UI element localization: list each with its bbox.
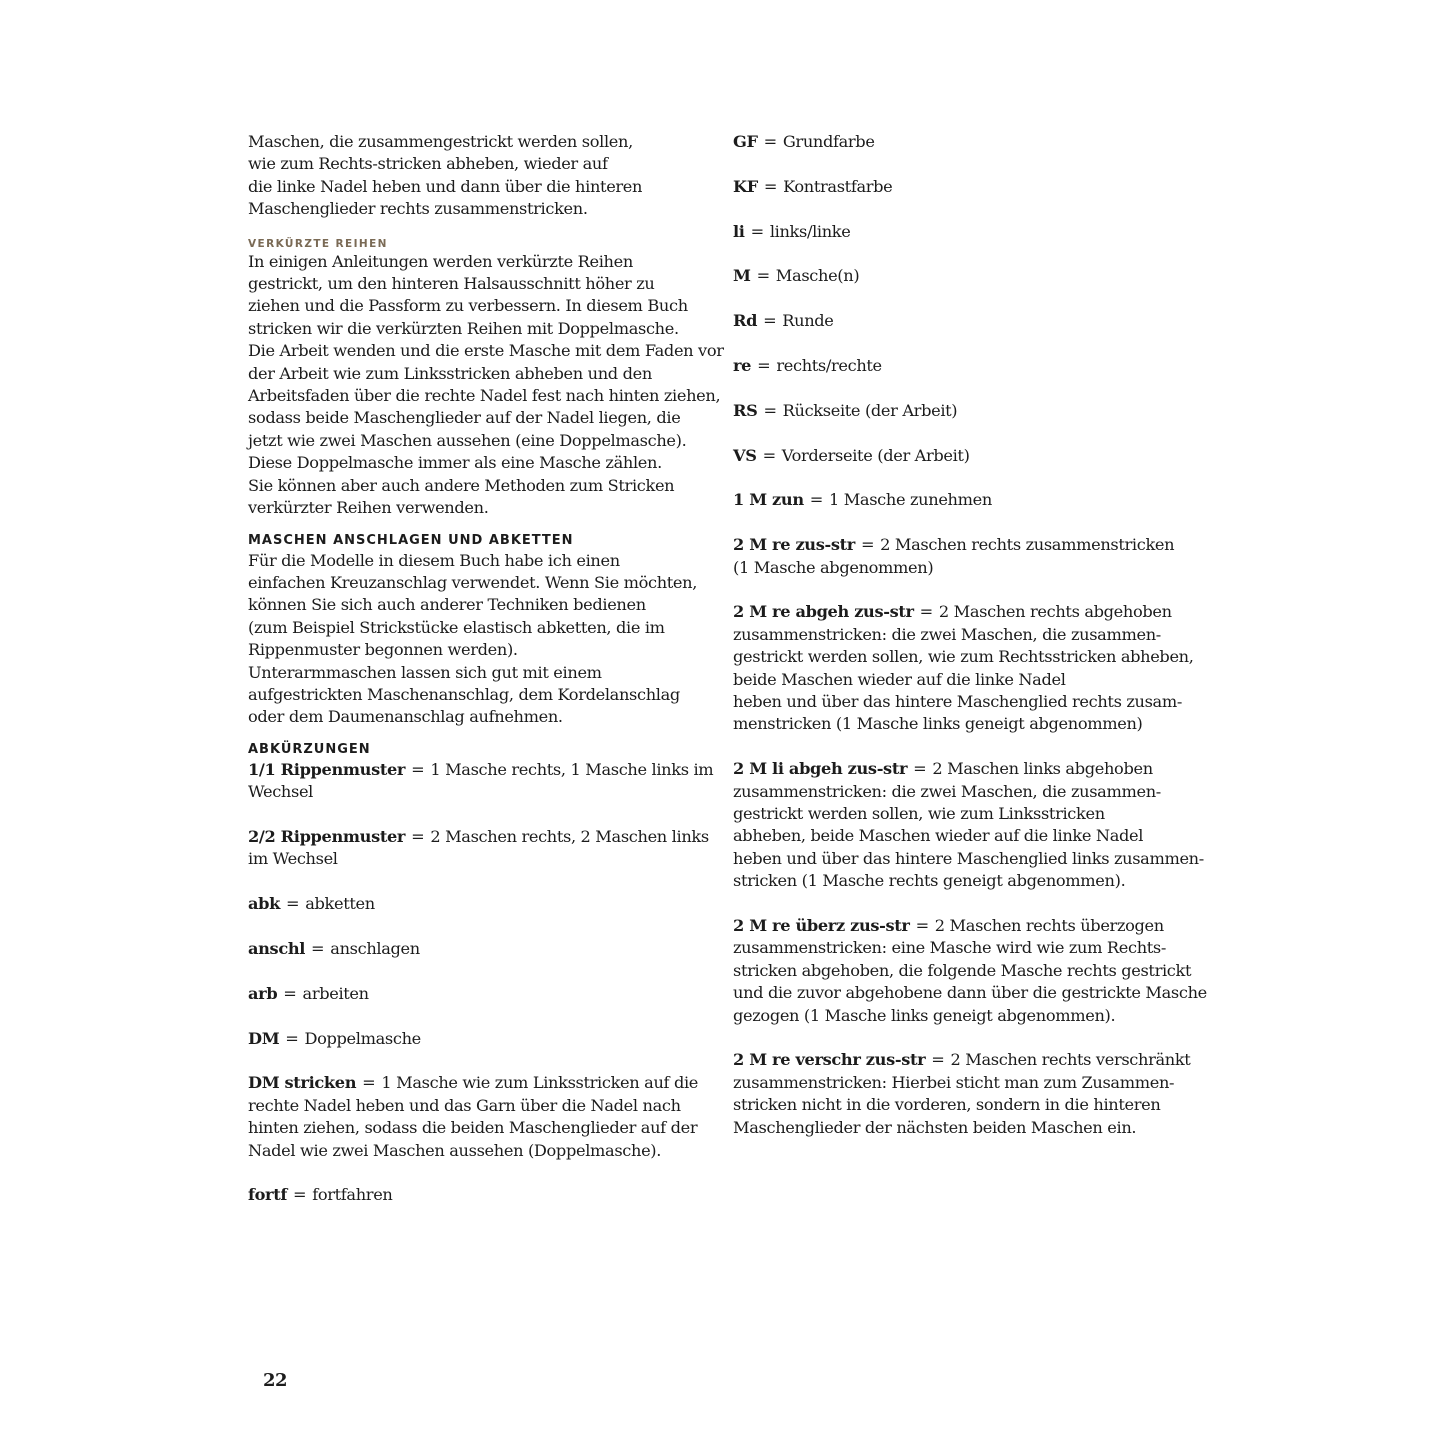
heading-short-rows: VERKÜRZTE REIHEN — [248, 237, 388, 250]
text-line — [248, 848, 708, 870]
abbreviation-definition: beide Maschen wieder auf die linke Nadel — [733, 669, 1066, 689]
abbreviation-list-right — [733, 131, 1207, 1139]
text-line — [733, 825, 1193, 847]
text-line: Für die Modelle in diesem Buch habe ich einen — [248, 550, 620, 570]
text-line: (zum Beispiel Strickstücke elastisch abketten, die im — [248, 617, 665, 637]
text-line: ziehen und die Passform zu verbessern. In diesem Buch — [248, 296, 688, 316]
heading-cast-on: MASCHEN ANSCHLAGEN UND ABKETTEN — [248, 532, 574, 548]
text-line — [733, 1049, 1193, 1071]
abbreviation-definition: hinten ziehen, sodass die beiden Maschenglieder auf der — [248, 1118, 698, 1138]
equals-sign: = — [763, 132, 777, 151]
text-line — [248, 781, 708, 803]
text-line — [733, 646, 1193, 668]
text-line: Die Arbeit wenden und die erste Masche mit dem Faden vor — [248, 341, 724, 361]
abbreviation-term: anschl — [248, 938, 306, 958]
abbreviation-entry — [248, 938, 708, 960]
equals-sign: = — [809, 490, 823, 510]
text-line — [733, 982, 1207, 1004]
abbreviation-definition: und die zuvor abgehobene dann über die gestrickte Masche — [733, 983, 1207, 1003]
text-line: die linke Nadel heben und dann über die hinteren — [248, 176, 643, 196]
text-line — [733, 131, 1193, 153]
equals-sign: = — [283, 983, 297, 1003]
abbreviation-term: 1 M zun — [733, 490, 804, 510]
abbreviation-term: KF — [733, 176, 758, 196]
equals-sign: = — [763, 311, 777, 331]
abbreviation-entry — [248, 826, 708, 871]
intro-paragraph — [248, 131, 708, 221]
abbreviation-entry — [248, 893, 708, 915]
text-line: Unterarmmaschen lassen sich gut mit einem — [248, 662, 602, 682]
abbreviation-definition: menstricken (1 Masche links geneigt abgenommen) — [733, 714, 1143, 734]
abbreviation-entry — [733, 445, 1193, 467]
abbreviation-entry — [248, 1028, 708, 1050]
abbreviation-term: re — [733, 355, 752, 375]
text-line: Diese Doppelmasche immer als eine Masche zählen. — [248, 453, 662, 473]
abbreviation-definition: anschlagen — [330, 938, 420, 958]
page-number: 22 — [263, 1370, 288, 1391]
abbreviation-definition: fortfahren — [312, 1185, 393, 1205]
equals-sign: = — [757, 355, 771, 375]
equals-sign: = — [311, 938, 325, 958]
text-line — [733, 1094, 1193, 1116]
text-line: der Arbeit wie zum Linksstricken abheben und den — [248, 363, 652, 383]
text-line — [733, 400, 1193, 422]
abbreviation-entry — [733, 310, 1193, 332]
abbreviation-definition: Vorderseite (der Arbeit) — [781, 445, 970, 465]
text-line — [733, 221, 1193, 243]
abbreviation-definition: gestrickt werden sollen, wie zum Rechtsstricken abheben, — [733, 647, 1194, 667]
abbreviation-definition: 1 Masche wie zum Linksstricken auf die — [381, 1073, 699, 1093]
abbreviation-entry — [733, 601, 1193, 735]
text-line — [733, 176, 1193, 198]
text-line — [733, 960, 1193, 982]
text-line — [733, 1072, 1193, 1094]
abbreviation-entry — [733, 131, 1193, 153]
abbreviation-definition: zusammenstricken: die zwei Maschen, die zusammen- — [733, 624, 1161, 644]
text-line — [248, 759, 714, 781]
text-line: Rippenmuster begonnen werden). — [248, 640, 518, 660]
text-line — [733, 781, 1193, 803]
text-line: Sie können aber auch andere Methoden zum Stricken — [248, 475, 675, 495]
text-line — [733, 355, 1193, 377]
text-line: oder dem Daumenanschlag aufnehmen. — [248, 707, 563, 727]
text-line — [733, 870, 1193, 892]
abbreviation-entry — [733, 534, 1193, 579]
text-line — [248, 1184, 708, 1206]
abbreviation-term: VS — [733, 445, 757, 465]
text-line: gestrickt, um den hinteren Halsausschnitt höher zu — [248, 274, 655, 294]
abbreviation-definition: abheben, beide Maschen wieder auf die linke Nadel — [733, 826, 1144, 846]
equals-sign: = — [285, 1028, 299, 1048]
abbreviation-definition: 2 Maschen links abgehoben — [932, 759, 1153, 779]
abbreviation-entry — [733, 176, 1193, 198]
abbreviation-definition: Wechsel — [248, 782, 314, 802]
abbreviation-entry — [733, 355, 1193, 377]
text-line — [733, 937, 1193, 959]
abbreviation-term: M — [733, 266, 751, 286]
abbreviation-entry — [248, 1184, 708, 1206]
abbreviation-term: 2 M re überz zus-str — [733, 916, 910, 936]
text-line: In einigen Anleitungen werden verkürzte Reihen — [248, 251, 633, 271]
equals-sign: = — [931, 1050, 945, 1070]
abbreviation-definition: zusammenstricken: die zwei Maschen, die zusammen- — [733, 781, 1161, 801]
abbreviation-definition: Grundfarbe — [782, 132, 875, 151]
abbreviation-term: li — [733, 221, 745, 241]
equals-sign: = — [756, 266, 770, 286]
abbreviation-definition: links/linke — [769, 221, 851, 241]
abbreviation-definition: Masche(n) — [775, 266, 860, 286]
abbreviation-entry — [733, 400, 1193, 422]
text-line: sodass beide Maschenglieder auf der Nadel liegen, die — [248, 408, 681, 428]
equals-sign: = — [411, 759, 425, 779]
abbreviation-definition: zusammenstricken: eine Masche wird wie zum Rechts- — [733, 938, 1167, 958]
text-line: jetzt wie zwei Maschen aussehen (eine Doppelmasche). — [248, 430, 687, 450]
abbreviation-definition: heben und über das hintere Maschenglied links zusammen- — [733, 848, 1204, 868]
text-line — [733, 1005, 1193, 1027]
spacer — [248, 520, 708, 532]
abbreviation-definition: arbeiten — [302, 983, 369, 1003]
abbreviation-term: GF — [733, 132, 758, 151]
abbreviation-term: 1/1 Rippenmuster — [248, 759, 406, 779]
text-line — [733, 848, 1204, 870]
equals-sign: = — [919, 602, 933, 622]
text-line: verkürzter Reihen verwenden. — [248, 498, 489, 518]
abbreviation-definition: im Wechsel — [248, 849, 338, 869]
abbreviation-entry — [733, 265, 1193, 287]
text-line — [248, 1095, 708, 1117]
abbreviation-definition: rechte Nadel heben und das Garn über die Nadel nach — [248, 1095, 681, 1115]
text-line — [733, 758, 1193, 780]
spacer — [248, 729, 708, 741]
equals-sign: = — [860, 535, 875, 555]
equals-sign: = — [913, 759, 927, 779]
abbreviation-term: abk — [248, 894, 280, 914]
left-column — [248, 131, 724, 1229]
abbreviation-definition: abketten — [305, 894, 375, 914]
abbreviation-term: Rd — [733, 311, 758, 331]
abbreviation-definition: Nadel wie zwei Maschen aussehen (Doppelmasche). — [248, 1140, 662, 1160]
abbreviation-entry — [733, 1049, 1193, 1139]
abbreviation-entry — [733, 221, 1193, 243]
abbreviation-entry — [733, 915, 1207, 1027]
text-line — [733, 557, 1193, 579]
cast-on-paragraph — [248, 550, 708, 729]
abbreviation-entry — [733, 758, 1204, 892]
abbreviation-entry — [248, 759, 714, 804]
equals-sign: = — [750, 221, 764, 241]
abbreviation-term: RS — [733, 400, 758, 420]
abbreviation-term: 2 M li abgeh zus-str — [733, 759, 908, 779]
abbreviation-definition: 2 Maschen rechts zusammenstricken — [880, 535, 1175, 555]
abbreviation-definition: 1 Masche zunehmen — [828, 490, 992, 510]
text-line — [733, 534, 1193, 556]
abbreviation-list-left — [248, 759, 714, 1207]
abbreviation-definition: (1 Masche abgenommen) — [733, 557, 934, 577]
abbreviation-term: 2/2 Rippenmuster — [248, 826, 406, 846]
text-line — [248, 1072, 708, 1094]
text-line: Maschenglieder rechts zusammenstricken. — [248, 199, 588, 219]
abbreviation-definition: zusammenstricken: Hierbei sticht man zum Zusammen- — [733, 1072, 1175, 1092]
text-line — [248, 938, 708, 960]
abbreviation-definition: stricken abgehoben, die folgende Masche rechts gestrickt — [733, 960, 1192, 980]
abbreviation-entry — [248, 983, 708, 1005]
text-line — [248, 1117, 708, 1139]
equals-sign: = — [763, 400, 777, 420]
short-rows-paragraph — [248, 251, 724, 520]
text-line: können Sie sich auch anderer Techniken bedienen — [248, 595, 646, 615]
text-line: stricken wir die verkürzten Reihen mit Doppelmasche. — [248, 318, 679, 338]
spacer — [248, 221, 708, 233]
text-line — [733, 1117, 1193, 1139]
abbreviation-definition: 2 Maschen rechts abgehoben — [938, 602, 1172, 622]
abbreviation-term: arb — [248, 983, 278, 1003]
text-line — [733, 624, 1193, 646]
text-line: einfachen Kreuzanschlag verwendet. Wenn Sie möchten, — [248, 572, 698, 592]
text-line — [248, 983, 708, 1005]
text-line — [733, 803, 1193, 825]
text-line — [733, 265, 1193, 287]
text-line — [733, 669, 1193, 691]
abbreviation-entry — [248, 1072, 708, 1162]
text-line: Arbeitsfaden über die rechte Nadel fest nach hinten ziehen, — [248, 386, 721, 406]
abbreviation-definition: stricken nicht in die vorderen, sondern in die hinteren — [733, 1095, 1161, 1115]
equals-sign: = — [285, 894, 300, 914]
abbreviation-term: 2 M re abgeh zus-str — [733, 602, 914, 622]
text-line — [248, 1140, 708, 1162]
text-line — [733, 915, 1193, 937]
text-line — [733, 310, 1193, 332]
equals-sign: = — [411, 826, 425, 846]
abbreviation-term: 2 M re verschr zus-str — [733, 1050, 926, 1070]
heading-abbreviations: ABKÜRZUNGEN — [248, 741, 371, 757]
abbreviation-definition: gezogen (1 Masche links geneigt abgenommen). — [733, 1005, 1116, 1025]
text-line: wie zum Rechts-stricken abheben, wieder auf — [248, 154, 608, 174]
text-line — [733, 489, 1193, 511]
text-line — [248, 826, 708, 848]
abbreviation-term: fortf — [248, 1185, 287, 1205]
equals-sign: = — [763, 176, 778, 196]
equals-sign: = — [915, 916, 929, 936]
abbreviation-definition: heben und über das hintere Maschenglied rechts zusam- — [733, 692, 1182, 711]
abbreviation-term: 2 M re zus-str — [733, 535, 855, 555]
text-line — [733, 445, 1193, 467]
equals-sign: = — [362, 1073, 376, 1093]
abbreviation-term: DM stricken — [248, 1073, 357, 1093]
abbreviation-definition: Runde — [782, 311, 834, 331]
text-line — [248, 1028, 708, 1050]
text-line — [733, 713, 1193, 735]
right-column — [733, 131, 1207, 1161]
abbreviation-definition: rechts/rechte — [776, 355, 882, 375]
abbreviation-entry — [733, 489, 1193, 511]
abbreviation-definition: 1 Masche rechts, 1 Masche links im — [430, 759, 714, 779]
abbreviation-definition: Rückseite (der Arbeit) — [782, 400, 958, 420]
text-line — [733, 691, 1193, 713]
text-line — [248, 893, 708, 915]
abbreviation-definition: 2 Maschen rechts überzogen — [934, 916, 1164, 936]
abbreviation-definition: Kontrastfarbe — [783, 176, 893, 196]
abbreviation-definition: gestrickt werden sollen, wie zum Linksstricken — [733, 804, 1105, 824]
abbreviation-definition: Doppelmasche — [304, 1028, 421, 1048]
abbreviation-definition: stricken (1 Masche rechts geneigt abgenommen). — [733, 871, 1126, 891]
equals-sign: = — [292, 1185, 307, 1205]
abbreviation-definition: 2 Maschen rechts, 2 Maschen links — [430, 826, 709, 846]
abbreviation-definition: Maschenglieder der nächsten beiden Maschen ein. — [733, 1117, 1137, 1137]
text-line — [733, 601, 1193, 623]
text-line: Maschen, die zusammengestrickt werden sollen, — [248, 132, 633, 151]
abbreviation-term: DM — [248, 1028, 280, 1048]
abbreviation-definition: 2 Maschen rechts verschränkt — [950, 1050, 1191, 1070]
equals-sign: = — [762, 445, 776, 465]
text-line: aufgestrickten Maschenanschlag, dem Kordelanschlag — [248, 684, 680, 704]
